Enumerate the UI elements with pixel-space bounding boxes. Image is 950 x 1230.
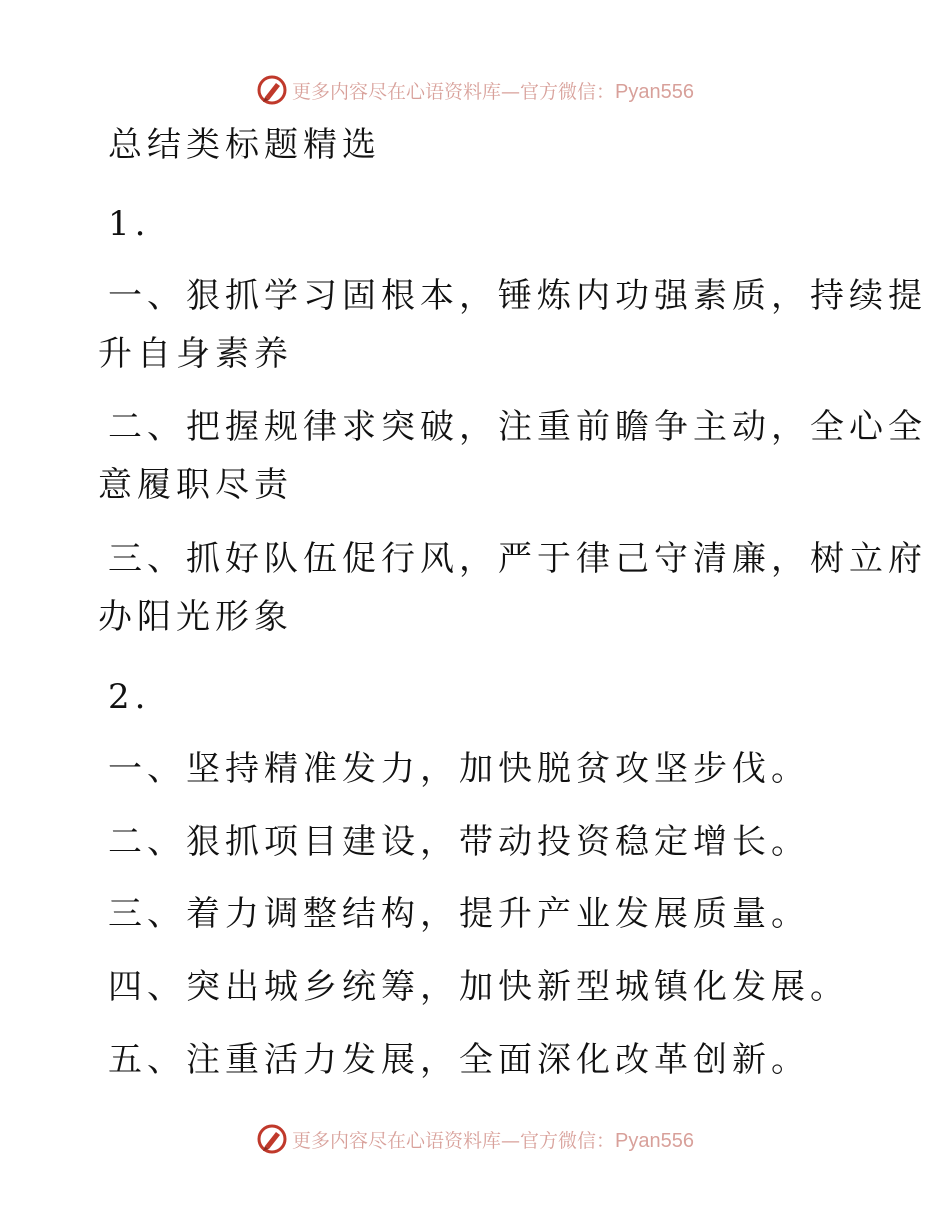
section-number: 1.	[108, 204, 151, 244]
list-item: 五、注重活力发展，全面深化改革创新。	[108, 1040, 810, 1080]
watermark-text: 更多内容尽在心语资料库—官方微信：Pyan556	[292, 80, 694, 103]
list-item: 二、狠抓项目建设，带动投资稳定增长。	[108, 822, 810, 862]
list-item: 一、坚持精准发力，加快脱贫攻坚步伐。	[108, 749, 810, 789]
list-item-line: 一、狠抓学习固根本，锤炼内功强素质，持续提	[108, 276, 927, 316]
list-item: 四、突出城乡统筹，加快新型城镇化发展。	[108, 967, 849, 1007]
watermark-text: 更多内容尽在心语资料库—官方微信：Pyan556	[292, 1129, 694, 1152]
footer-watermark	[0, 1121, 950, 1157]
list-item: 三、着力调整结构，提升产业发展质量。	[108, 894, 810, 934]
list-item-line: 升自身素养	[98, 334, 293, 374]
list-item-line: 办阳光形象	[98, 597, 293, 637]
pen-logo-icon	[256, 1123, 288, 1155]
list-item-line: 意履职尽责	[98, 465, 293, 505]
list-item-line: 二、把握规律求突破，注重前瞻争主动，全心全	[108, 407, 927, 447]
document-title: 总结类标题精选	[108, 125, 381, 165]
header-watermark	[0, 72, 950, 108]
section-number: 2.	[108, 677, 151, 717]
pen-logo-icon	[256, 74, 288, 106]
list-item-line: 三、抓好队伍促行风，严于律己守清廉，树立府	[108, 539, 927, 579]
